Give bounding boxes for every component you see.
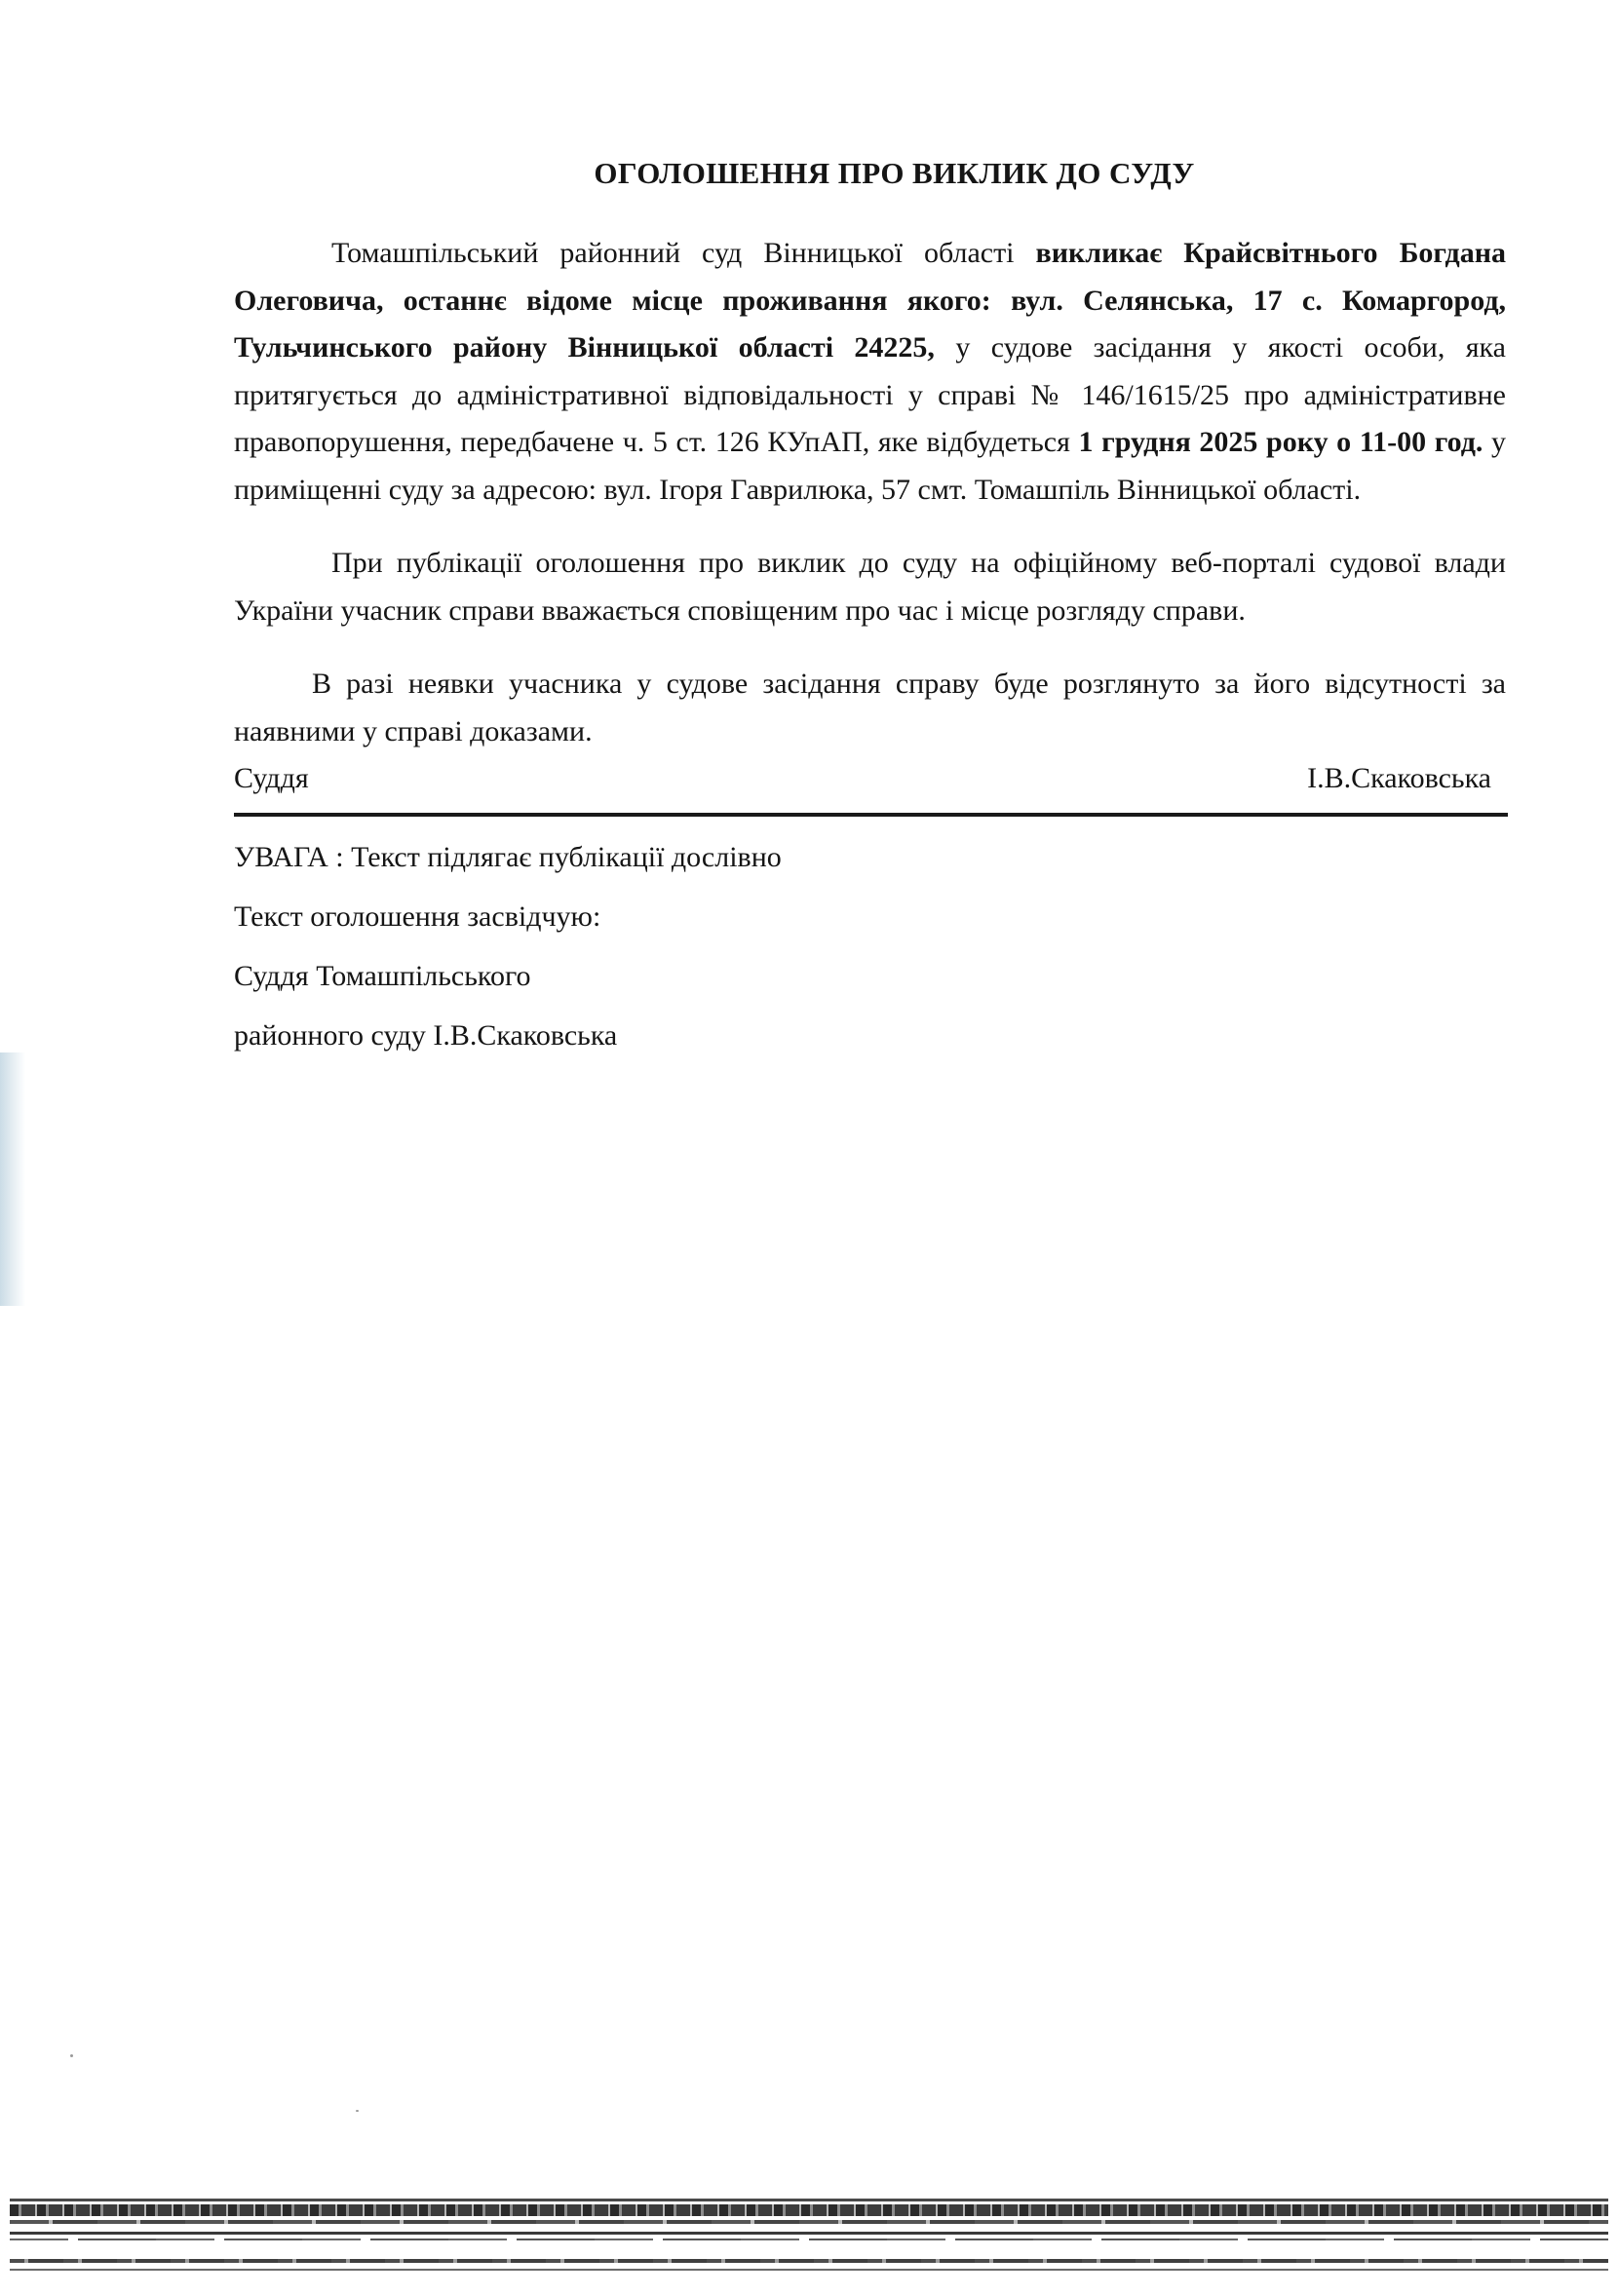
bold-run: 1 грудня 2025 року о 11-00 год.	[1078, 426, 1483, 458]
notification-paragraph: При публікації оголошення про виклик до суду на офіційному веб-порталі судової влади України учасник справи вважається сповіщеним про час і місце розгляду справи.	[234, 547, 1506, 627]
signature-divider	[234, 813, 1508, 817]
note-certify: Текст оголошення засвідчую:	[234, 900, 601, 933]
scan-speck	[70, 2054, 73, 2057]
text-run: у судове засідання у якості особи, яка притягується до адміністративної відповідальності у справі № 146/1615/25 про адміністративне правопорушення, передбачене ч. 5 ст. 126 КУпАП, яке відбудеться	[234, 331, 1506, 458]
scan-noise-footer	[0, 2183, 1618, 2296]
attestation-notes	[234, 838, 782, 1076]
note-judge-line2: районного суду І.В.Скаковська	[234, 1019, 618, 1052]
summons-paragraph	[234, 230, 1506, 514]
signature-line	[234, 762, 1506, 805]
note-judge-line1: Суддя Томашпільського	[234, 960, 531, 992]
signature-role: Суддя	[234, 762, 309, 794]
scan-edge-artifact	[0, 1052, 25, 1306]
bold-run: викликає Крайсвітнього Богдана Олеговича, останнє відоме місце проживання якого: вул. Селянська, 17 с. Комаргород, Тульчинського району Вінницької області 24225,	[234, 237, 1506, 364]
note-warning: УВАГА : Текст підлягає публікації дослівно	[234, 841, 782, 873]
scan-speck	[356, 2110, 359, 2112]
signature-name: І.В.Скаковська	[1307, 762, 1491, 794]
text-run: Томашпільський районний суд Вінницької області	[331, 237, 1036, 269]
document-body	[234, 156, 1506, 782]
text-run: у приміщенні суду за адресою: вул. Ігоря Гаврилюка, 57 смт. Томашпіль Вінницької області.	[234, 426, 1507, 506]
absence-paragraph: В разі неявки учасника у судове засідання справу буде розглянуто за його відсутності за наявними у справі доказами.	[234, 668, 1506, 747]
document-title: ОГОЛОШЕННЯ ПРО ВИКЛИК ДО СУДУ	[594, 156, 1195, 190]
